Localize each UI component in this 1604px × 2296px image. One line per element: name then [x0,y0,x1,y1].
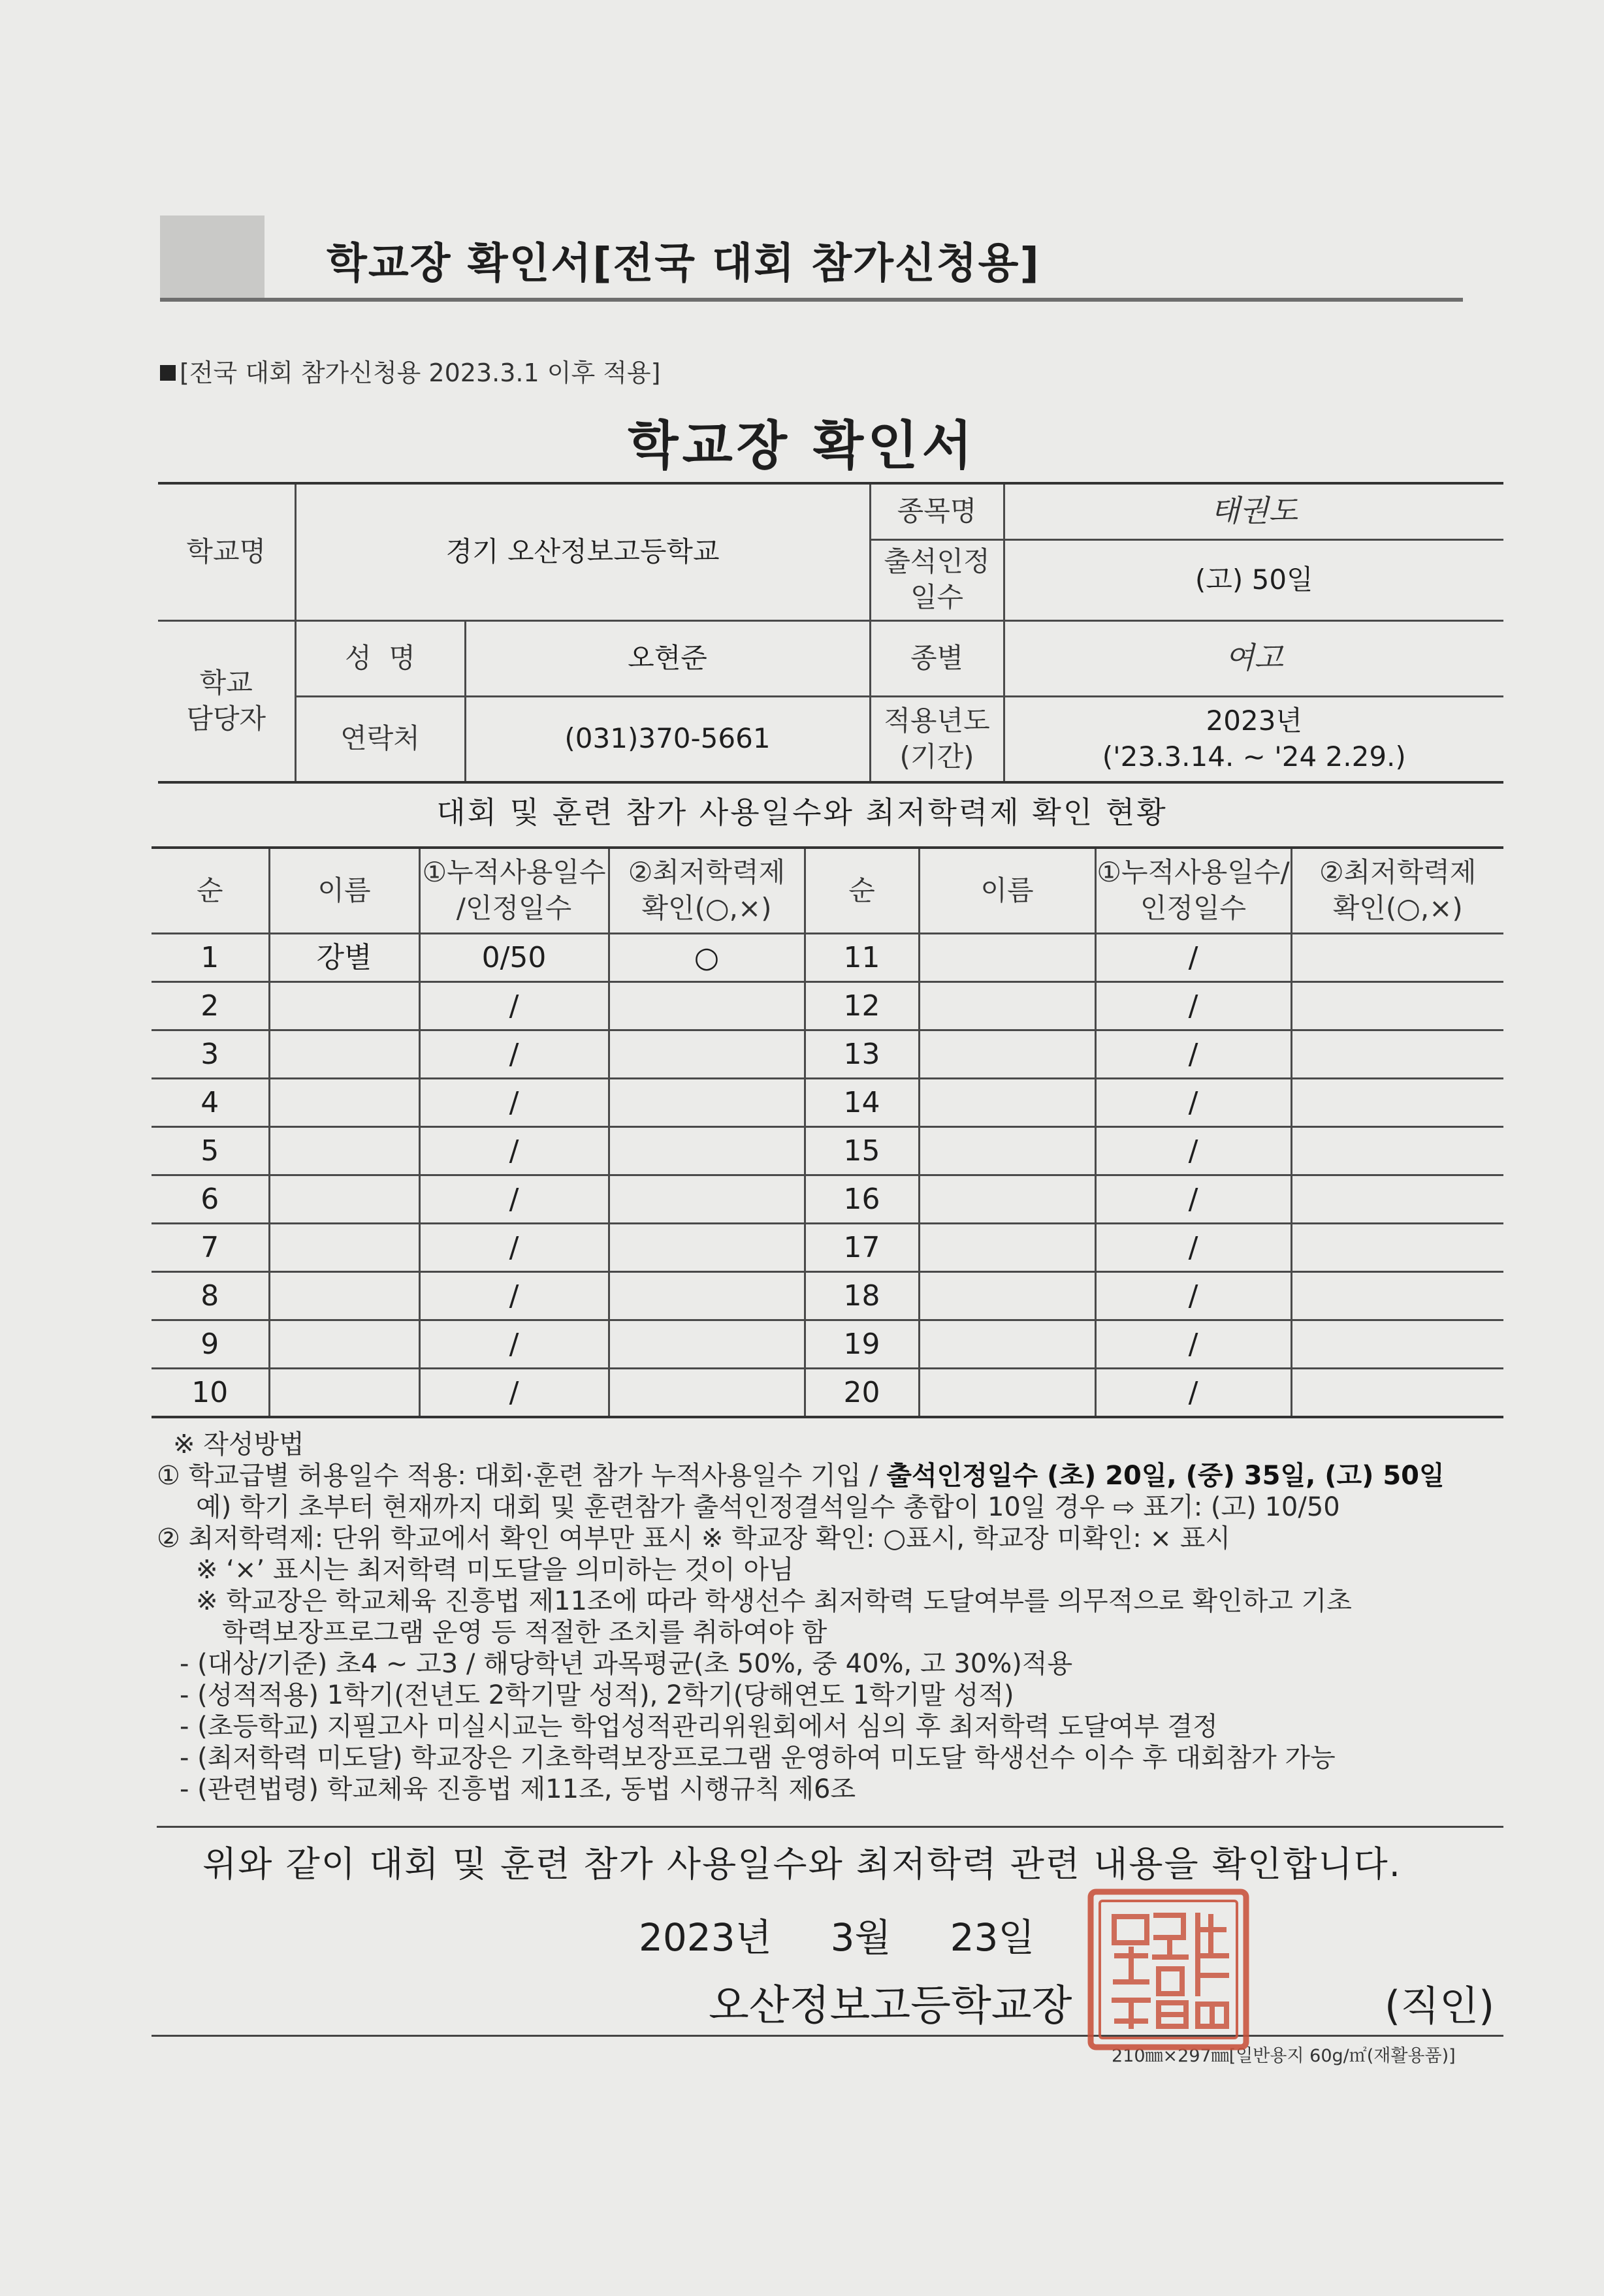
instruction-item-1-bold: 출석인정일수 (초) 20일, (중) 35일, (고) 50일 [886,1461,1445,1491]
school-name-label: 학교명 [158,483,295,620]
row-no-right: 13 [805,1030,919,1079]
row-days-right: / [1095,1224,1291,1272]
year-value: 2023년 ('23.3.14. ~ '24 2.29.) [1004,696,1503,782]
row-days-left: / [419,1175,609,1224]
instruction-item-2: ② 최저학력제: 단위 학교에서 확인 여부만 표시 ※ 학교장 확인: ○표시, 학교장 미확인: × 표시 [157,1523,1231,1554]
row-days-left: / [419,1079,609,1127]
row-check-left: ○ [609,934,805,982]
row-check-right [1291,1320,1503,1369]
info-row-sport [158,483,1503,539]
row-days-right: / [1095,1030,1291,1079]
info-table [158,482,1503,784]
row-no-left: 3 [152,1030,269,1079]
row-check-right [1291,1175,1503,1224]
row-days-left: / [419,1030,609,1079]
row-days-left: / [419,1369,609,1418]
school-name-value: 경기 오산정보고등학교 [295,483,870,620]
row-no-right: 20 [805,1369,919,1418]
contact-label: 연락처 [295,696,465,782]
row-days-right: / [1095,934,1291,982]
name-label: 성 명 [295,620,465,696]
instruction-note-1: ※ ‘×’ 표시는 최저학력 미도달을 의미하는 것이 아님 [196,1555,794,1585]
attendance-label: 출석인정 일수 [870,539,1004,620]
row-name-left: 강별 [269,934,419,982]
instruction-bullet-1: - (대상/기준) 초4 ~ 고3 / 해당학년 과목평균(초 50%, 중 40%, 고 30%)적용 [180,1649,1073,1679]
seal-label: (직인) [1385,1982,1495,2030]
category-value: 여고 [1004,620,1503,696]
year-label: 적용년도 (기간) [870,696,1004,782]
row-days-left: 0/50 [419,934,609,982]
instruction-bullet-4: - (최저학력 미도달) 학교장은 기초학력보장프로그램 운영하여 미도달 학생선수 이수 후 대회참가 가능 [180,1743,1336,1773]
sport-value: 태권도 [1004,483,1503,539]
usage-row [152,1369,1503,1418]
row-days-right: / [1095,1175,1291,1224]
divider-rule [157,1826,1503,1828]
row-no-right: 16 [805,1175,919,1224]
row-no-right: 19 [805,1320,919,1369]
row-name-left [269,1224,419,1272]
usage-row [152,1127,1503,1175]
row-check-right [1291,1079,1503,1127]
row-check-left [609,1320,805,1369]
row-no-right: 15 [805,1127,919,1175]
school-head-name: 오산정보고등학교장 [709,1982,1072,2030]
row-name-right [919,1369,1095,1418]
header-check-right: ②최저학력제 확인(○,×) [1291,848,1503,934]
footer-rule [152,2035,1503,2037]
instruction-bullet-5: - (관련법령) 학교체육 진흥법 제11조, 동법 시행규칙 제6조 [180,1774,856,1804]
attendance-value: (고) 50일 [1004,539,1503,620]
row-no-left: 9 [152,1320,269,1369]
row-check-right [1291,934,1503,982]
row-days-left: / [419,1320,609,1369]
row-name-right [919,1272,1095,1320]
header-name-left: 이름 [269,848,419,934]
row-name-right [919,934,1095,982]
usage-header-row [152,848,1503,934]
row-days-right: / [1095,1127,1291,1175]
instruction-note-2a: ※ 학교장은 학교체육 진흥법 제11조에 따라 학생선수 최저학력 도달여부를 의무적으로 확인하고 기초 [196,1586,1352,1616]
header-days-right: ①누적사용일수/ 인정일수 [1095,848,1291,934]
row-check-left [609,1175,805,1224]
row-check-left [609,1272,805,1320]
row-check-left [609,1079,805,1127]
header-no-right: 순 [805,848,919,934]
row-days-left: / [419,1272,609,1320]
row-name-right [919,1030,1095,1079]
row-name-right [919,1079,1095,1127]
info-row-contact [158,696,1503,782]
row-days-right: / [1095,1079,1291,1127]
instruction-item-1 [157,1455,1509,1491]
usage-row [152,934,1503,982]
row-name-right [919,982,1095,1030]
usage-table-body [152,848,1503,1417]
row-check-left [609,1127,805,1175]
row-name-right [919,1127,1095,1175]
row-check-left [609,982,805,1030]
sport-label: 종목명 [870,483,1004,539]
instructions-heading: ※ 작성방법 [173,1429,304,1459]
instruction-item-1-text: ① 학교급별 허용일수 적용: 대회·훈련 참가 누적사용일수 기입 / [157,1461,887,1491]
row-no-right: 12 [805,982,919,1030]
header-band [160,215,1463,302]
row-days-left: / [419,1224,609,1272]
row-name-right [919,1320,1095,1369]
usage-row [152,1030,1503,1079]
row-no-left: 8 [152,1272,269,1320]
row-no-left: 4 [152,1079,269,1127]
instruction-bullet-3: - (초등학교) 지필고사 미실시교는 학업성적관리위원회에서 심의 후 최저학력 도달여부 결정 [180,1712,1218,1742]
row-name-left [269,1030,419,1079]
row-days-right: / [1095,1272,1291,1320]
header-rule [160,298,1463,302]
row-no-right: 18 [805,1272,919,1320]
row-check-right [1291,1272,1503,1320]
row-name-left [269,1127,419,1175]
row-name-left [269,1369,419,1418]
official-seal-stamp [1083,1884,1254,2055]
row-name-left [269,1272,419,1320]
usage-row [152,1224,1503,1272]
header-marker-box [160,215,265,302]
row-check-left [609,1224,805,1272]
row-days-right: / [1095,1320,1291,1369]
row-no-right: 11 [805,934,919,982]
manager-label: 학교 담당자 [158,620,295,782]
square-bullet-icon [160,365,176,381]
row-no-right: 17 [805,1224,919,1272]
document-title: 학교장 확인서 [628,415,976,476]
category-label: 종별 [870,620,1004,696]
header-check-left: ②최저학력제 확인(○,×) [609,848,805,934]
row-name-left [269,1320,419,1369]
header-name-right: 이름 [919,848,1095,934]
row-check-right [1291,1127,1503,1175]
row-check-right [1291,1369,1503,1418]
header-no-left: 순 [152,848,269,934]
notice-text: [전국 대회 참가신청용 2023.3.1 이후 적용] [180,359,661,387]
row-no-left: 10 [152,1369,269,1418]
instruction-example: 예) 학기 초부터 현재까지 대회 및 훈련참가 출석인정결석일수 총합이 10일 경우 ⇨ 표기: (고) 10/50 [196,1492,1340,1522]
row-name-left [269,1175,419,1224]
row-check-right [1291,1030,1503,1079]
row-no-right: 14 [805,1079,919,1127]
usage-row [152,982,1503,1030]
row-name-left [269,982,419,1030]
row-days-left: / [419,982,609,1030]
section-title: 대회 및 훈련 참가 사용일수와 최저학력제 확인 현황 [436,795,1168,830]
usage-row [152,1175,1503,1224]
header-title: 학교장 확인서[전국 대회 참가신청용] [327,240,1040,288]
row-days-right: / [1095,1369,1291,1418]
info-row-name [158,620,1503,696]
row-days-right: / [1095,982,1291,1030]
row-check-left [609,1030,805,1079]
row-no-left: 2 [152,982,269,1030]
confirmation-statement: 위와 같이 대회 및 훈련 참가 사용일수와 최저학력 관련 내용을 확인합니다. [202,1843,1402,1885]
row-check-right [1291,982,1503,1030]
paper-spec: 210㎜×297㎜[일반용지 60g/㎡(재활용품)] [1112,2046,1456,2066]
row-no-left: 6 [152,1175,269,1224]
row-check-right [1291,1224,1503,1272]
date-year: 2023년 [639,1915,772,1960]
row-name-right [919,1175,1095,1224]
header-days-left: ①누적사용일수 /인정일수 [419,848,609,934]
usage-table [152,846,1503,1418]
row-name-left [269,1079,419,1127]
row-check-left [609,1369,805,1418]
instruction-bullet-2: - (성적적용) 1학기(전년도 2학기말 성적), 2학기(당해연도 1학기말 성적) [180,1680,1014,1710]
row-no-left: 5 [152,1127,269,1175]
contact-value: (031)370-5661 [465,696,870,782]
usage-row [152,1320,1503,1369]
name-value: 오현준 [465,620,870,696]
row-days-left: / [419,1127,609,1175]
usage-row [152,1079,1503,1127]
row-name-right [919,1224,1095,1272]
row-no-left: 7 [152,1224,269,1272]
date-day: 23일 [950,1915,1035,1960]
date-month: 3월 [830,1915,891,1960]
instructions [157,1424,1509,1804]
row-no-left: 1 [152,934,269,982]
instruction-note-2b: 학력보장프로그램 운영 등 적절한 조치를 취하여야 함 [222,1618,827,1648]
date-line [639,1907,1035,1962]
usage-row [152,1272,1503,1320]
notice-line [160,353,660,389]
